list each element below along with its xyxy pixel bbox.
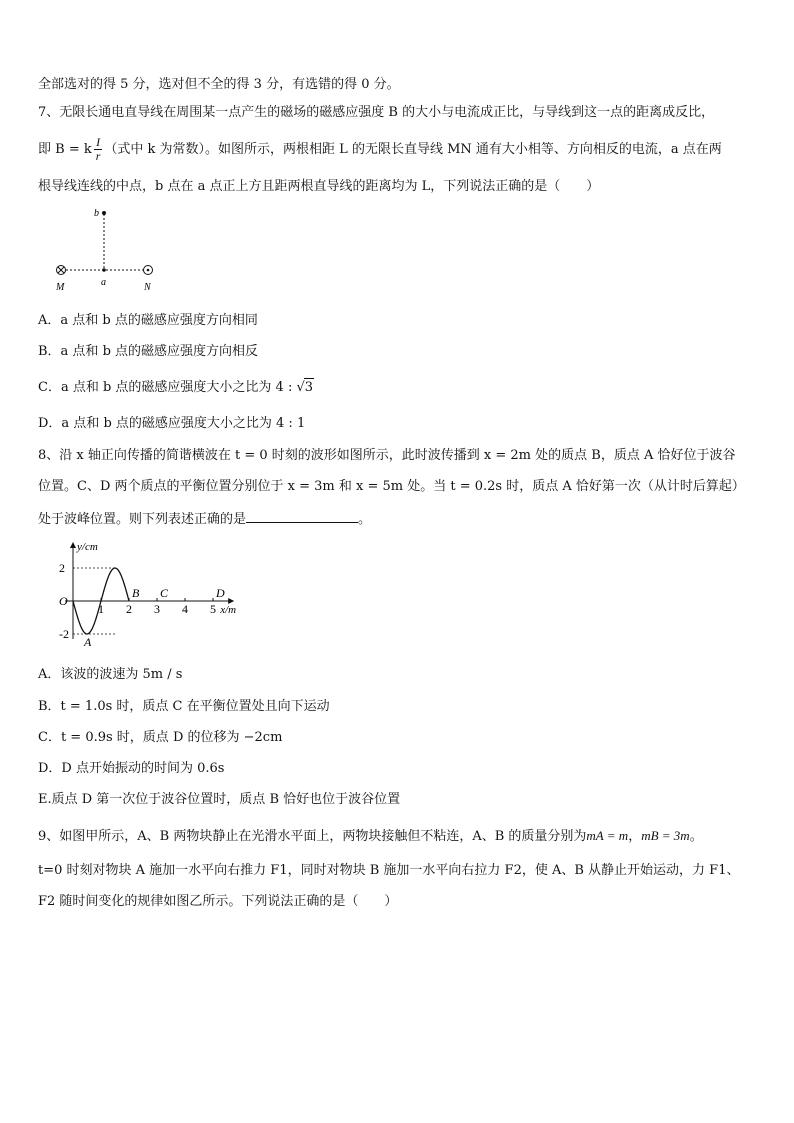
q7-line2: [38, 136, 722, 163]
q8-option-a: A．该波的波速为 5m / s: [38, 667, 183, 682]
q8-option-c: C．t = 0.9s 时，质点 D 的位移为 −2cm: [38, 730, 283, 745]
answer-blank: [246, 509, 358, 523]
wave-chart: [46, 538, 266, 650]
point-label-b: B: [132, 586, 140, 600]
q8-line2: 位置。C、D 两个质点的平衡位置分别位于 x = 3m 和 x = 5m 处。当 t = 0.2s 时，质点 A 恰好第一次（从计时后算起）: [38, 479, 745, 494]
y-axis-arrow: [70, 542, 76, 548]
q8-line3-text: 处于波峰位置。则下列表述正确的是: [38, 512, 247, 527]
q7-frac-den: r: [95, 149, 101, 163]
point-label-c: C: [160, 586, 169, 600]
q8-line3-end: 。: [358, 512, 372, 527]
q7-formula-pre: 即 B = k: [38, 142, 92, 157]
sqrt-icon: √: [296, 380, 305, 395]
q7-wire-figure: [48, 202, 168, 298]
q7-option-a: A．a 点和 b 点的磁感应强度方向相同: [38, 313, 258, 328]
q7-line1: 7、无限长通电直导线在周围某一点产生的磁场的磁感应强度 B 的大小与电流成正比，与导线到这一点的距离成反比，: [38, 105, 715, 120]
q8-option-b: B．t = 1.0s 时，质点 C 在平衡位置处且向下运动: [38, 699, 330, 714]
q9-mass-b: mB = 3m: [641, 828, 690, 843]
q8-option-e: E.质点 D 第一次位于波谷位置时，质点 B 恰好也位于波谷位置: [38, 792, 401, 807]
x-tick-label: 5: [210, 602, 216, 616]
point-label-d: D: [216, 586, 225, 600]
q8-line1: 8、沿 x 轴正向传播的简谐横波在 t = 0 时刻的波形如图所示，此时波传播到 x = 2m 处的质点 B，质点 A 恰好位于波谷: [38, 448, 736, 463]
x-axis-label: x/m: [220, 604, 237, 616]
q7-fraction: [94, 136, 103, 163]
origin-label: O: [59, 594, 68, 608]
q7-label-a: a: [101, 277, 106, 288]
point-label-a: A: [84, 635, 92, 649]
x-tick-label: 1: [98, 602, 104, 616]
q7-option-d: D．a 点和 b 点的磁感应强度大小之比为 4 : 1: [38, 416, 306, 431]
intro-line: 全部选对的得 5 分，选对但不全的得 3 分，有选错的得 0 分。: [38, 77, 400, 92]
q9-line1-end: 。: [689, 829, 703, 844]
q7-point-b: [102, 211, 106, 215]
x-tick-label: 4: [182, 602, 188, 616]
q7-option-c: [38, 378, 314, 397]
y-axis-label: y/cm: [77, 541, 98, 553]
q7-label-m: M: [56, 282, 65, 293]
q8-option-d: D．D 点开始振动的时间为 0.6s: [38, 761, 225, 776]
q7-label-n: N: [144, 282, 151, 293]
q9-line2: t=0 时刻对物块 A 施加一水平向右推力 F1，同时对物块 B 施加一水平向右拉力 F2，使 A、B 从静止开始运动，力 F1、: [38, 863, 740, 878]
wire-m-into-page-icon: [57, 266, 66, 275]
q7-frac-num: I: [94, 136, 103, 150]
q7-option-b: B．a 点和 b 点的磁感应强度方向相反: [38, 344, 259, 359]
q7-point-a: [102, 268, 106, 272]
q8-line3: [38, 509, 371, 529]
y-tick-label: 2: [59, 561, 65, 575]
q9-line1: 9、如图甲所示，A、B 两物块静止在光滑水平面上，两物块接触但不粘连，A、B 的质量分别为mA = m，mB = 3m。: [38, 828, 703, 844]
q9-line1-text: 9、如图甲所示，A、B 两物块静止在光滑水平面上，两物块接触但不粘连，A、B 的质量分别为: [38, 829, 587, 844]
q9-line3: F2 随时间变化的规律如图乙所示。下列说法正确的是（ ）: [38, 894, 398, 909]
q7-option-c-text: C．a 点和 b 点的磁感应强度大小之比为 4 :: [38, 380, 297, 395]
q7-label-b: b: [94, 208, 99, 219]
x-tick-label: 3: [154, 602, 160, 616]
q9-mass-a: mA = m: [586, 828, 629, 843]
q7-line2-post: （式中 k 为常数）。如图所示，两根相距 L 的无限长直导线 MN 通有大小相等、方向相反的电流，a 点在两: [104, 142, 722, 157]
y-tick-label: -2: [59, 627, 69, 641]
q7-line3: 根导线连线的中点，b 点在 a 点正上方且距两根直导线的距离均为 L，下列说法正确的是（ ）: [38, 179, 600, 194]
q7-option-c-sqrt-value: 3: [304, 380, 314, 395]
x-tick-label: 2: [126, 602, 132, 616]
wire-n-out-of-page-icon: [144, 266, 153, 275]
